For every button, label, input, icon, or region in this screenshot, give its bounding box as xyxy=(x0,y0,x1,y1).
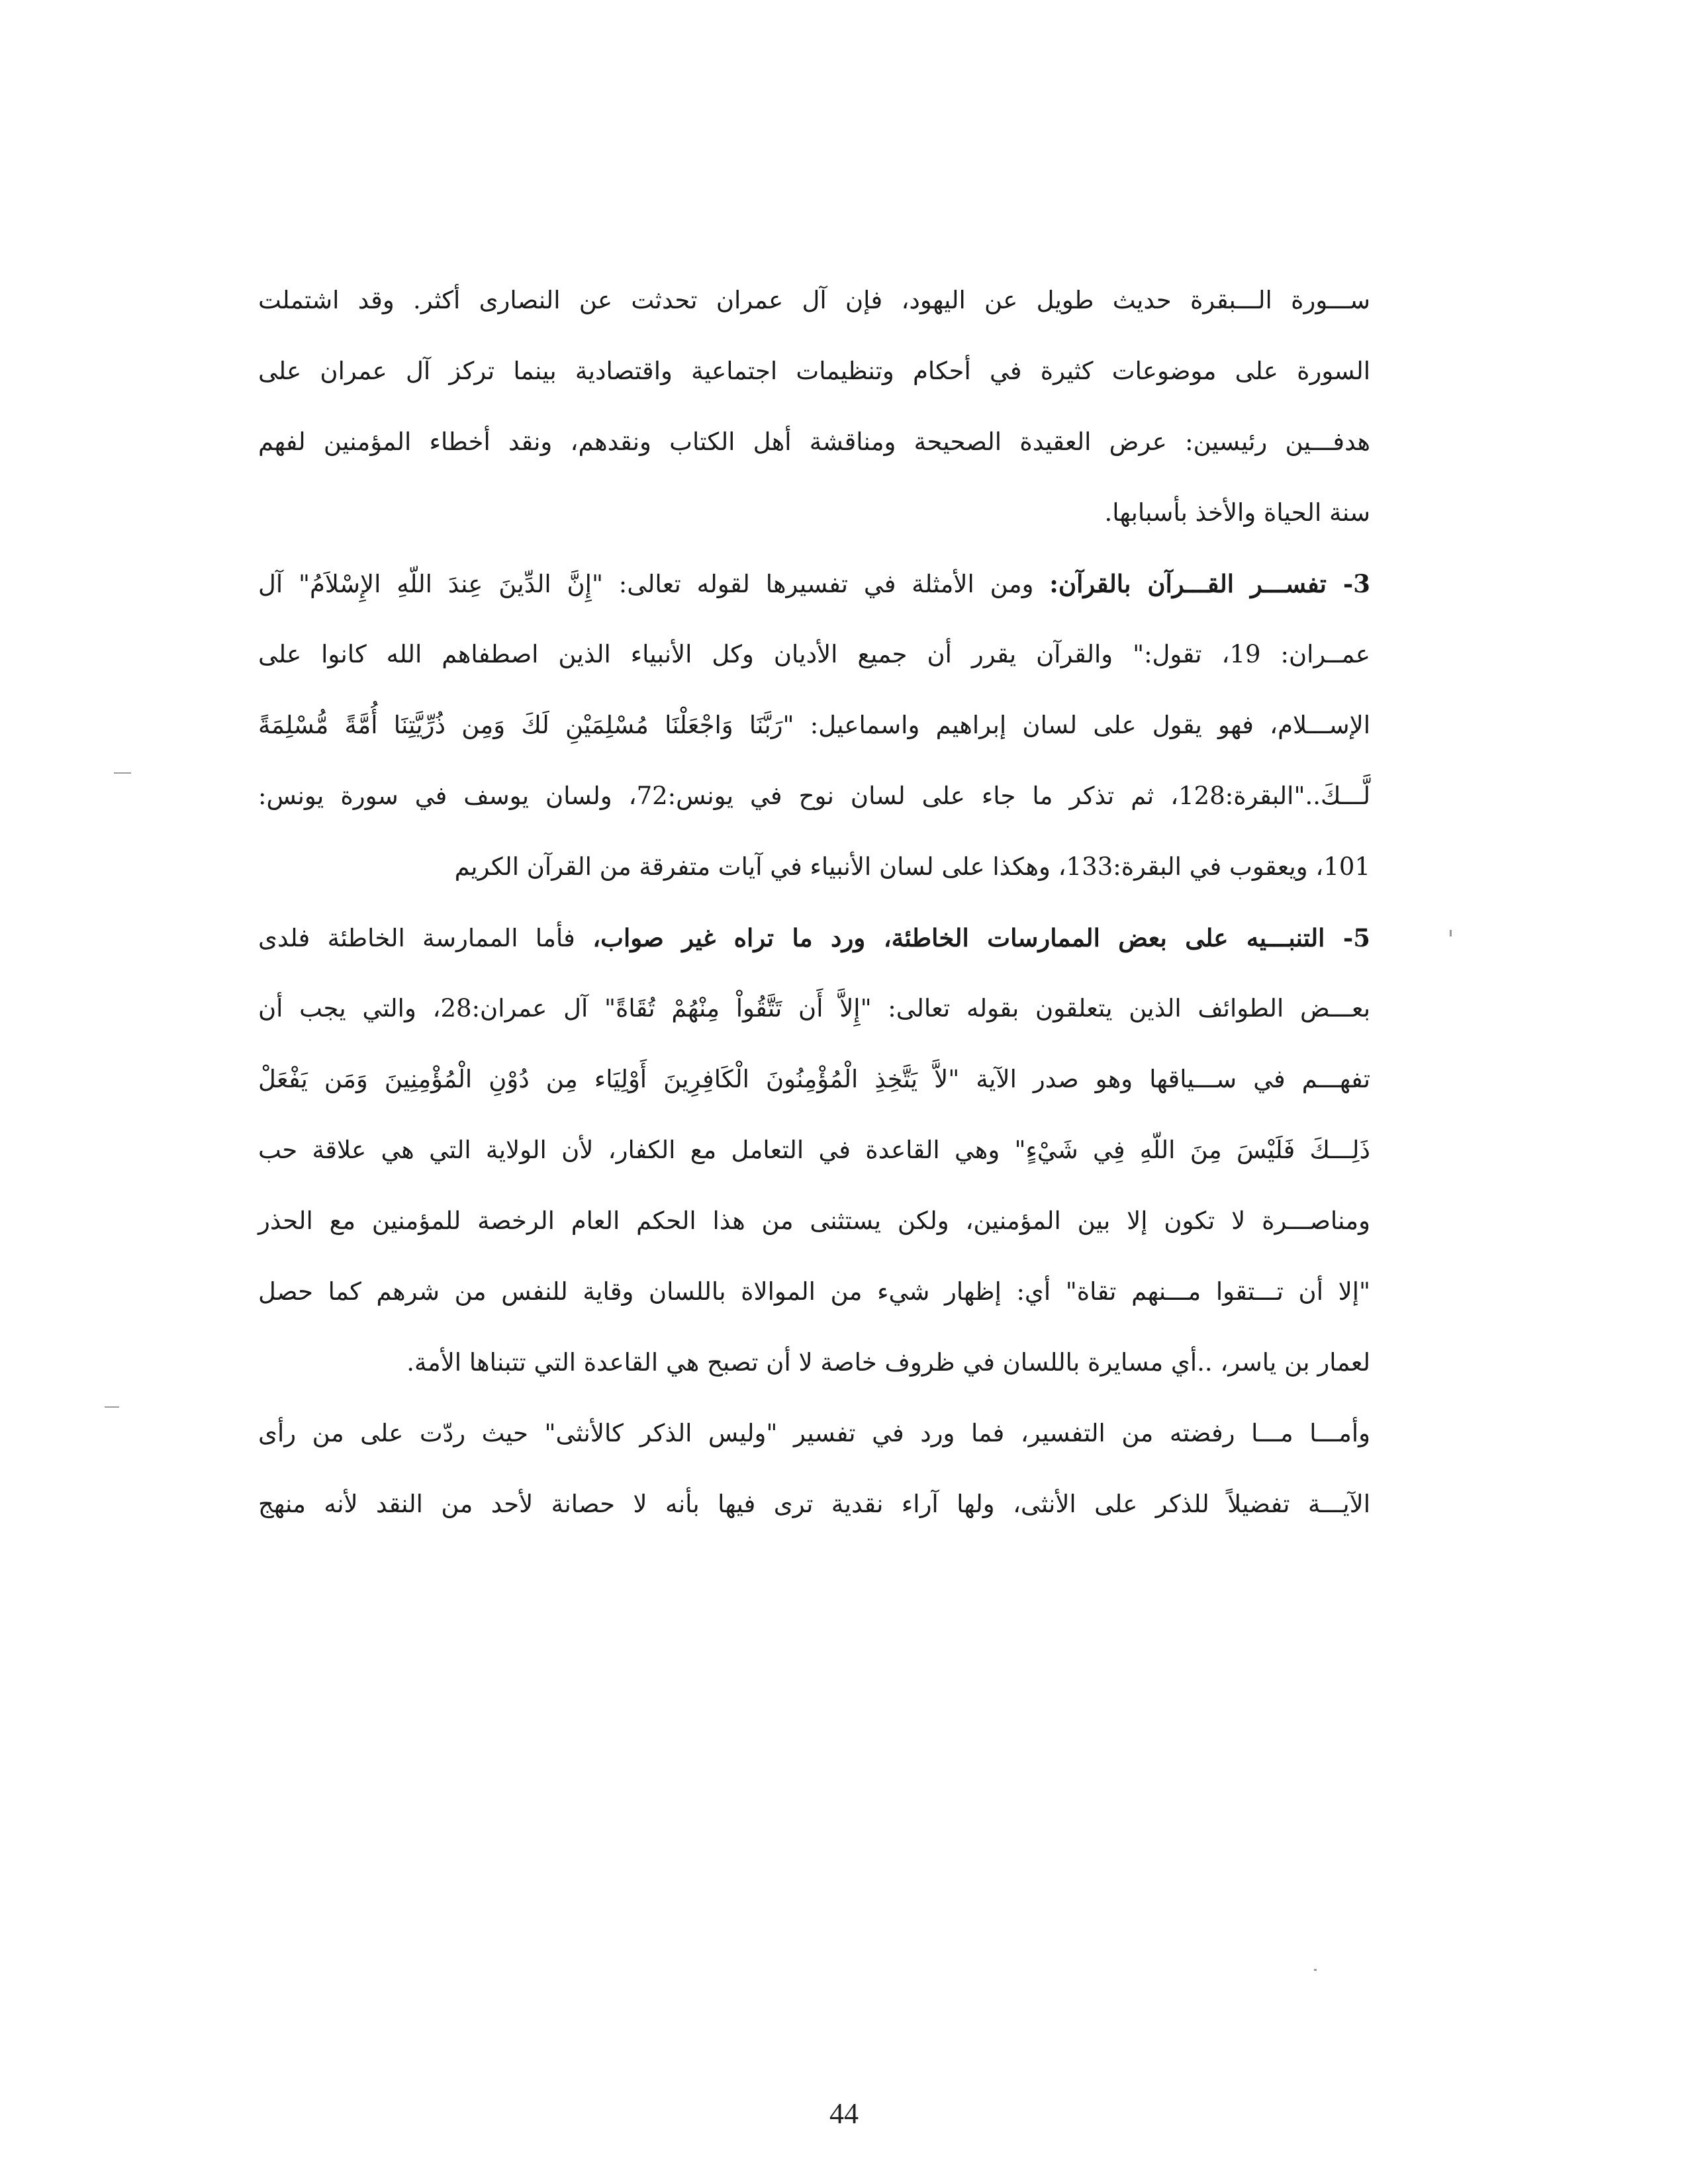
body-text-line: عمــران: 19، تقول:" والقرآن يقرر أن جميع الأديان وكل الأنبياء الذين اصطفاهم الله كانوا على xyxy=(258,640,1370,668)
section-3-intro-text: ومن الأمثلة في تفسيرها لقوله تعالى: "إِنَّ الدِّينَ عِندَ اللّهِ الإِسْلاَمُ" آل xyxy=(258,570,1034,598)
body-text-line: 101، ويعقوب في البقرة:133، وهكذا على لسان الأنبياء في آيات متفرقة من القرآن الكريم xyxy=(454,852,1370,881)
scan-artifact-mark xyxy=(1450,930,1452,936)
body-text-line: السورة على موضوعات كثيرة في أحكام وتنظيمات اجتماعية واقتصادية بينما تركز آل عمران على xyxy=(258,357,1370,385)
body-text-line: وأمـــا مـــا رفضته من التفسير، فما ورد في تفسير "وليس الذكر كالأنثى" حيث ردّت على من رأى xyxy=(258,1419,1370,1447)
scan-artifact-mark xyxy=(114,772,131,774)
scan-artifact-mark xyxy=(1314,1969,1317,1971)
section-5-first-line xyxy=(258,918,1370,958)
body-text-line: تفهـــم في ســـياقها وهو صدر الآية "لاَّ يَتَّخِذِ الْمُؤْمِنُونَ الْكَافِرِينَ أَوْلِيَاء مِن دُوْنِ الْمُؤْمِنِينَ وَمَن يَفْعَلْ xyxy=(258,1065,1370,1093)
body-text-line: ذَلِـــكَ فَلَيْسَ مِنَ اللّهِ فِي شَيْءٍ" وهي القاعدة في التعامل مع الكفار، لأن الولاية التي هي علاقة حب xyxy=(258,1136,1370,1164)
scan-artifact-mark xyxy=(105,1406,119,1408)
body-text-line: ســـورة الـــبقرة حديث طويل عن اليهود، فإن آل عمران تحدثت عن النصارى أكثر. وقد اشتملت xyxy=(258,286,1370,314)
section-5-heading: 5- التنبـــيه على بعض الممارسات الخاطئة، ورد ما تراه غير صواب، xyxy=(592,923,1371,952)
section-3-heading: 3- تفســـر القـــرآن بالقرآن: xyxy=(1049,569,1370,598)
body-text-line: الإســـلام، فهو يقول على لسان إبراهيم واسماعيل: "رَبَّنَا وَاجْعَلْنَا مُسْلِمَيْنِ لَكَ وَمِن ذُرِّيَّتِنَا أُمَّةً مُّسْلِمَةً xyxy=(258,711,1370,739)
body-text-line: ومناصـــرة لا تكون إلا بين المؤمنين، ولكن يستثنى من هذا الحكم العام الرخصة للمؤمنين مع الحذر xyxy=(258,1206,1370,1235)
body-text-line: "إلا أن تـــتقوا مـــنهم تقاة" أي: إظهار شيء من الموالاة باللسان وقاية للنفس من شرهم كما حصل xyxy=(258,1277,1370,1306)
page-number: 44 xyxy=(829,2097,859,2130)
section-5-intro-text: فأما الممارسة الخاطئة فلدى xyxy=(258,924,575,952)
body-text-line: هدفـــين رئيسين: عرض العقيدة الصحيحة ومناقشة أهل الكتاب ونقدهم، ونقد أخطاء المؤمنين لفهم xyxy=(258,428,1370,456)
body-text-line: الآيـــة تفضيلاً للذكر على الأنثى، ولها آراء نقدية ترى فيها بأنه لا حصانة لأحد من النقد لأنه منهج xyxy=(258,1490,1370,1518)
body-text-line: بعـــض الطوائف الذين يتعلقون بقوله تعالى: "إِلاَّ أَن تَتَّقُواْ مِنْهُمْ تُقَاةً" آل عمران:28، والتي يجب أن xyxy=(258,994,1371,1023)
body-text-line: لَّـــكَ.."البقرة:128، ثم تذكر ما جاء على لسان نوح في يونس:72، ولسان يوسف في سورة يونس: xyxy=(258,782,1370,810)
section-3-first-line xyxy=(258,564,1370,604)
body-text-line: سنة الحياة والأخذ بأسبابها. xyxy=(1104,498,1370,527)
body-text-line: لعمار بن ياسر، ..أي مسايرة باللسان في ظروف خاصة لا أن تصبح هي القاعدة التي تتبناها الأمة. xyxy=(406,1348,1370,1377)
